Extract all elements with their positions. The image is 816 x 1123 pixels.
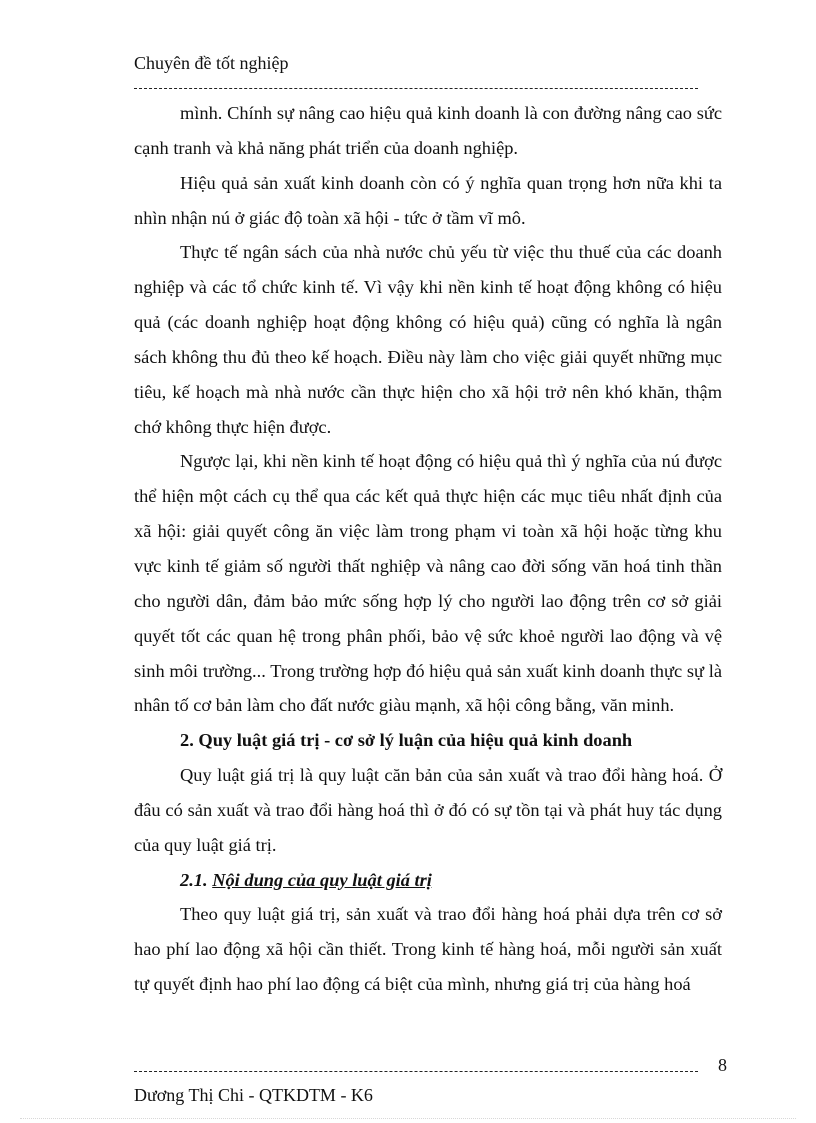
subsection-title: Nội dung của quy luật giá trị <box>212 869 432 890</box>
footer-author: Dương Thị Chi - QTKDTM - K6 <box>134 1085 373 1105</box>
page-body <box>134 96 722 1002</box>
paragraph-2: Hiệu quả sản xuất kinh doanh còn có ý nghĩa quan trọng hơn nữa khi ta nhìn nhận nú ở giác độ toàn xã hội - tức ở tầm vĩ mô. <box>134 172 722 228</box>
section-heading-2: 2. Quy luật giá trị - cơ sở lý luận của hiệu quả kinh doanh <box>180 730 633 751</box>
paragraph-5: Quy luật giá trị là quy luật căn bản của sản xuất và trao đổi hàng hoá. Ở đâu có sản xuất và trao đổi hàng hoá thì ở đó có sự tồn tại và phát huy tác dụng của quy luật giá trị. <box>134 765 722 855</box>
paragraph-3: Thực tế ngân sách của nhà nước chủ yếu từ việc thu thuế của các doanh nghiệp và các tổ chức kinh tế. Vì vậy khi nền kinh tế hoạt động không có hiệu quả (các doanh nghiệp hoạt động không có hiệu quả) cũng có nghĩa là ngân sách không thu đủ theo kế hoạch. Điều này làm cho việc giải quyết những mục tiêu, kế hoạch mà nhà nước cần thực hiện cho xã hội trở nên khó khăn, thậm chớ không thực hiện được. <box>134 242 722 437</box>
paragraph-1: mình. Chính sự nâng cao hiệu quả kinh doanh là con đường nâng cao sức cạnh tranh và khả năng phát triển của doanh nghiệp. <box>134 103 722 158</box>
header-title: Chuyên đề tốt nghiệp <box>134 53 289 73</box>
page-edge <box>20 1118 796 1119</box>
header-divider <box>134 88 698 89</box>
page-number: 8 <box>718 1055 727 1075</box>
paragraph-4: Ngược lại, khi nền kinh tế hoạt động có hiệu quả thì ý nghĩa của nú được thể hiện một cách cụ thể qua các kết quả thực hiện các mục tiêu nhất định của xã hội: giải quyết công ăn việc làm trong phạm vi toàn xã hội hoặc từng khu vực kinh tế giảm số người thất nghiệp và nâng cao đời sống văn hoá tinh thần cho người dân, đảm bảo mức sống hợp lý cho người lao động trên cơ sở giải quyết tốt các quan hệ trong phân phối, bảo vệ sức khoẻ người lao động và vệ sinh môi trường... Trong trường hợp đó hiệu quả sản xuất kinh doanh thực sự là nhân tố cơ bản làm cho đất nước giàu mạnh, xã hội công bằng, văn minh. <box>134 451 722 716</box>
subsection-heading-2-1 <box>134 863 722 898</box>
subsection-number: 2.1. <box>180 869 208 890</box>
paragraph-6: Theo quy luật giá trị, sản xuất và trao đổi hàng hoá phải dựa trên cơ sở hao phí lao động xã hội cần thiết. Trong kinh tế hàng hoá, mỗi người sản xuất tự quyết định hao phí lao động cá biệt của mình, nhưng giá trị của hàng hoá <box>134 904 722 995</box>
footer-divider <box>134 1071 698 1072</box>
